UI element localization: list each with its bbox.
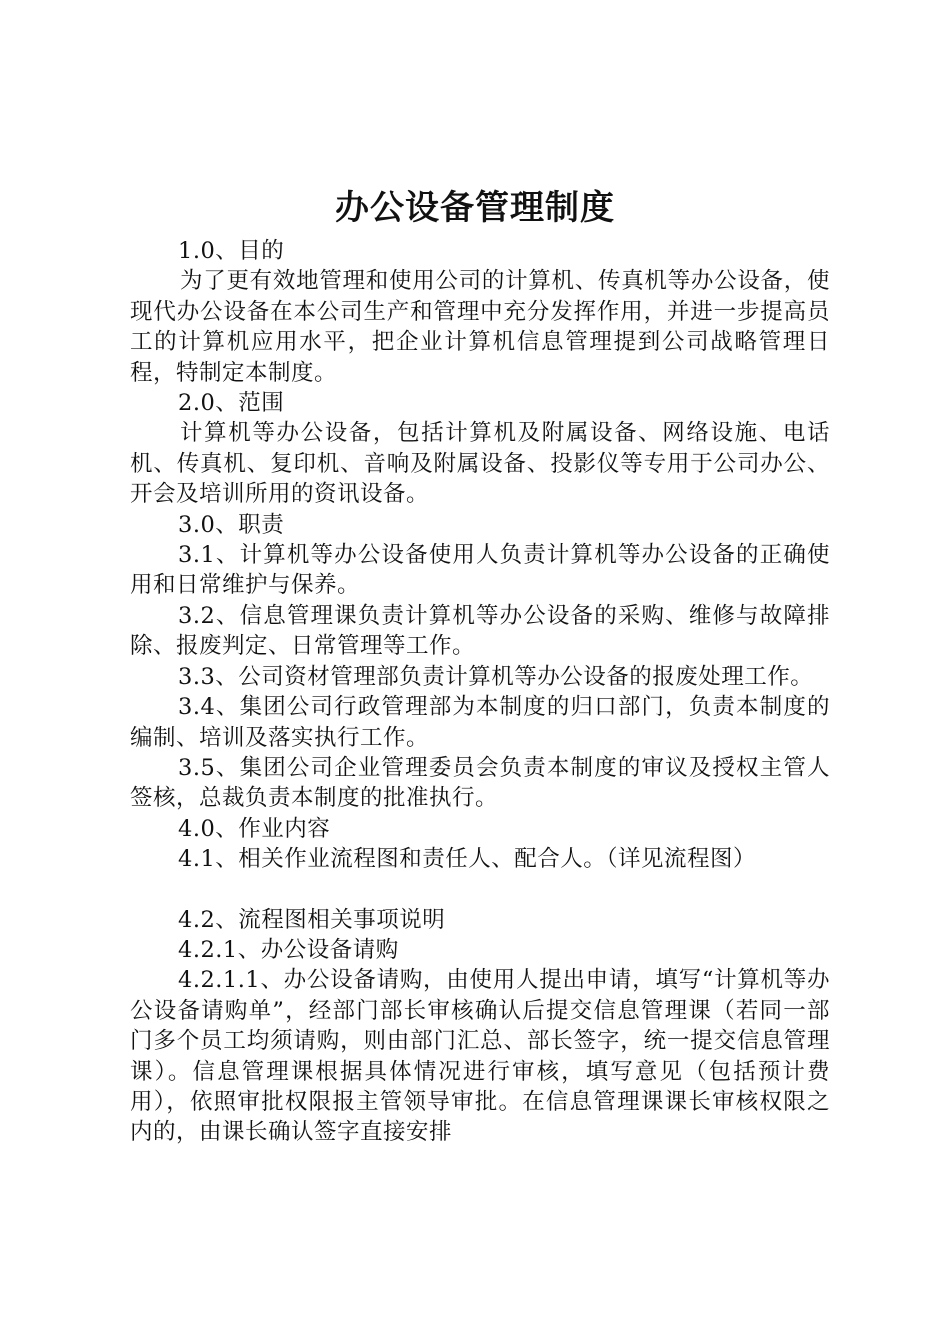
section-heading-purpose: 1.0、目的 bbox=[178, 238, 285, 264]
paragraph-operations-4-1: 4.1、相关作业流程图和责任人、配合人。（详见流程图） bbox=[178, 846, 757, 873]
paragraph-duty-3-1: 3.1、计算机等办公设备使用人负责计算机等办公设备的正确使用和日常维护与保养。 bbox=[130, 542, 830, 599]
paragraph-purpose: 为了更有效地管理和使用公司的计算机、传真机等办公设备，使现代办公设备在本公司生产和管理中充分发挥作用，并进一步提高员工的计算机应用水平，把企业计算机信息管理提到公司战略管理日程，特制定本制度。 bbox=[130, 268, 830, 386]
section-heading-duties: 3.0、职责 bbox=[178, 511, 285, 538]
paragraph-duty-3-4: 3.4、集团公司行政管理部为本制度的归口部门，负责本制度的编制、培训及落实执行工作。 bbox=[130, 694, 830, 751]
paragraph-duty-3-3: 3.3、公司资材管理部负责计算机等办公设备的报废处理工作。 bbox=[178, 663, 814, 690]
paragraph-duty-3-5: 3.5、集团公司企业管理委员会负责本制度的审议及授权主管人签核，总裁负责本制度的批准执行。 bbox=[130, 754, 830, 812]
paragraph-4-2-1-1: 4.2.1.1、办公设备请购，由使用人提出申请，填写“计算机等办公设备请购单”，经部门部长审核确认后提交信息管理课（若同一部门多个员工均须请购，则由部门汇总、部长签字，统一提交信息管理课）。信息管理课根据具体情况进行审核，填写意见（包括预计费用），依照审批权限报主管领导审批。在信息管理课课长审核权限之内的，由课长确认签字直接安排 bbox=[130, 967, 830, 1146]
section-heading-operations: 4.0、作业内容 bbox=[178, 815, 331, 842]
paragraph-scope: 计算机等办公设备，包括计算机及附属设备、网络设施、电话机、传真机、复印机、音响及附属设备、投影仪等专用于公司办公、开会及培训所用的资讯设备。 bbox=[130, 420, 830, 508]
section-heading-scope: 2.0、范围 bbox=[178, 390, 285, 417]
document-title: 办公设备管理制度 bbox=[335, 188, 615, 228]
document-body bbox=[130, 236, 830, 1148]
blank-line bbox=[130, 875, 830, 905]
subsection-heading-4-2: 4.2、流程图相关事项说明 bbox=[178, 906, 446, 933]
subsection-heading-4-2-1: 4.2.1、办公设备请购 bbox=[178, 936, 399, 963]
paragraph-duty-3-2: 3.2、信息管理课负责计算机等办公设备的采购、维修与故障排除、报废判定、日常管理等工作。 bbox=[130, 602, 830, 660]
